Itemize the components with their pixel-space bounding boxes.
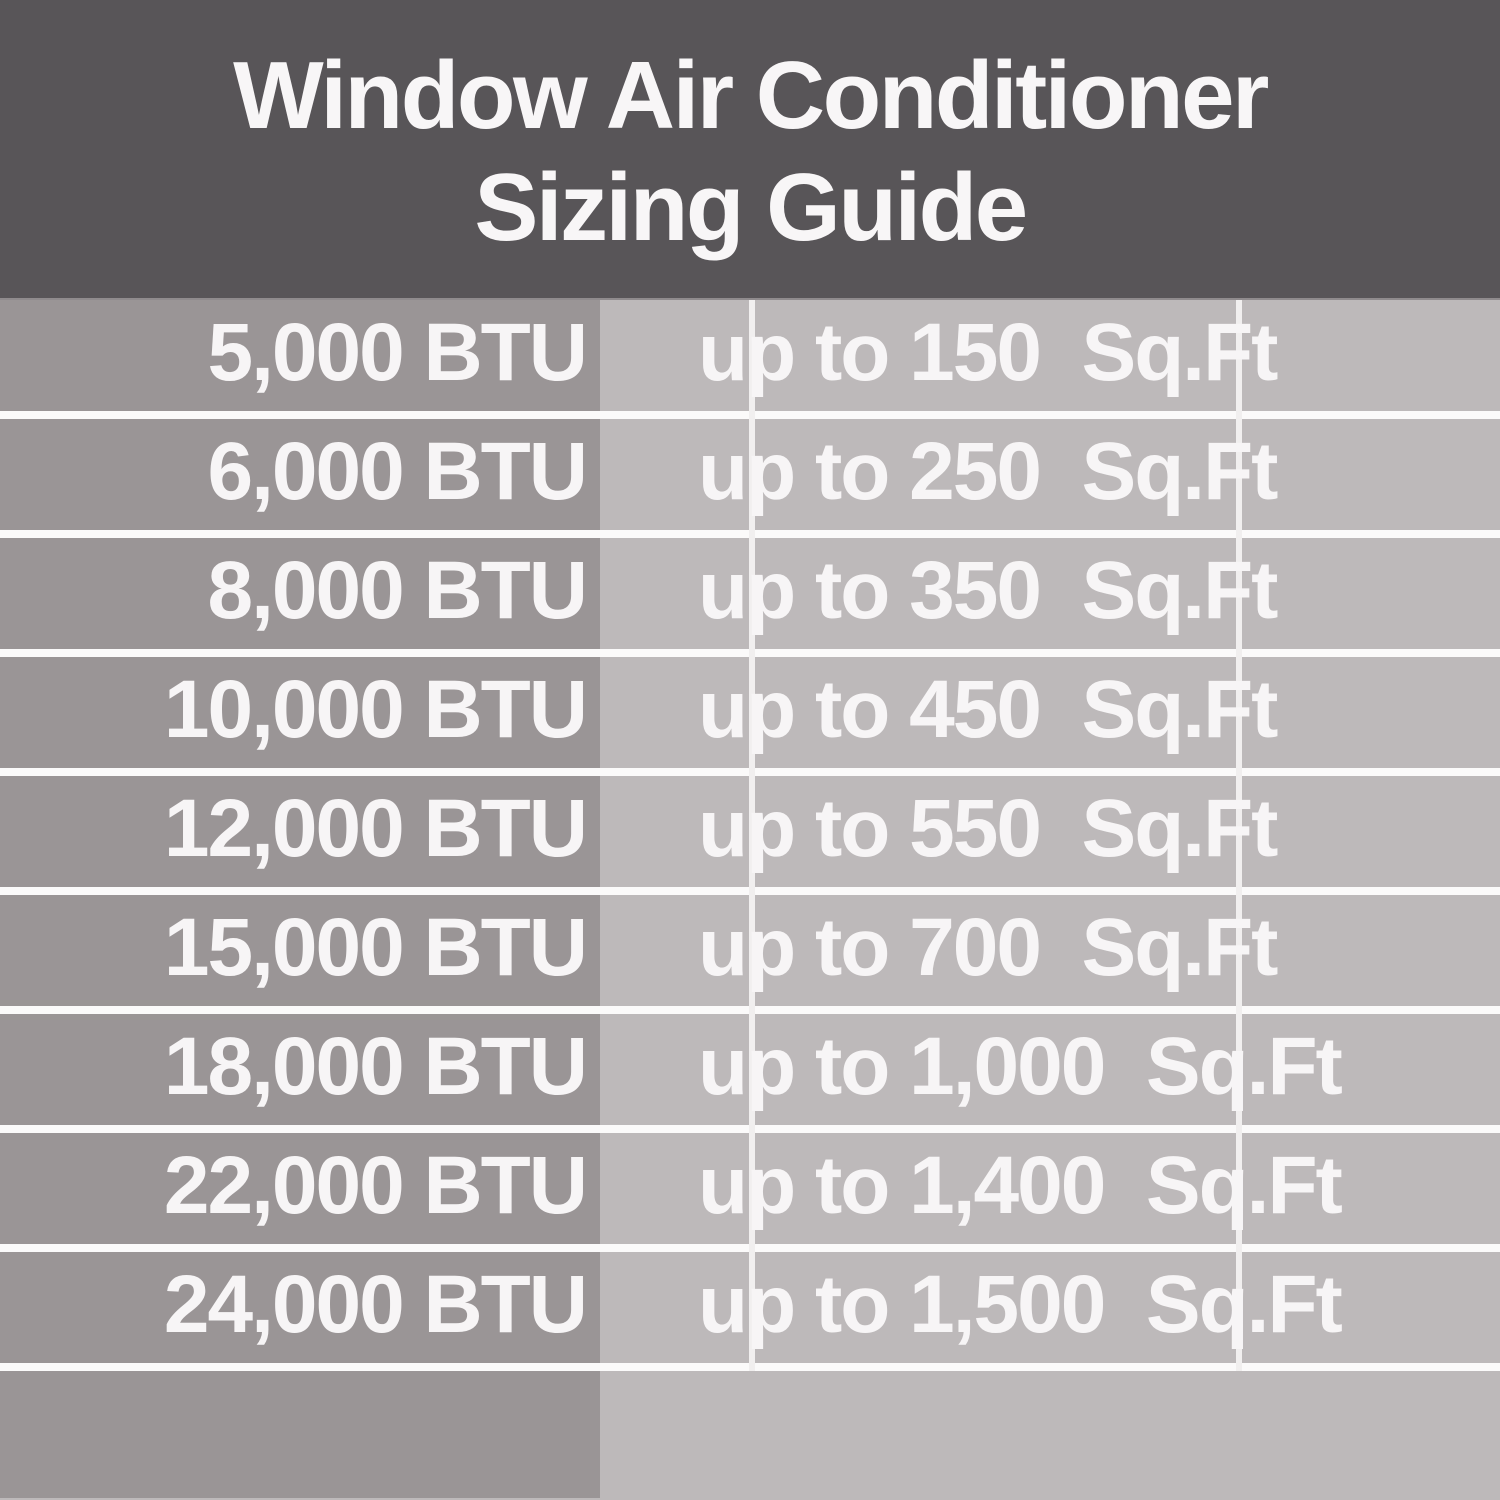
- btu-cell: [0, 1133, 600, 1244]
- area-value: up to 350 Sq.Ft: [698, 544, 1277, 636]
- btu-cell: [0, 300, 600, 411]
- btu-cell: [0, 895, 600, 1006]
- area-value: up to 1,000 Sq.Ft: [698, 1020, 1341, 1112]
- btu-value: 8,000 BTU: [207, 544, 586, 636]
- btu-cell: [0, 657, 600, 768]
- area-value: up to 150 Sq.Ft: [698, 306, 1277, 398]
- area-cell: [600, 895, 1500, 1006]
- area-cell: [600, 1133, 1500, 1244]
- header: [0, 0, 1500, 300]
- btu-value: 24,000 BTU: [163, 1258, 586, 1350]
- area-value: up to 1,400 Sq.Ft: [698, 1139, 1341, 1231]
- page-title-line-1: Window Air Conditioner: [233, 42, 1267, 149]
- area-cell: [600, 300, 1500, 411]
- area-cell: [600, 657, 1500, 768]
- sizing-table: [0, 300, 1500, 1371]
- btu-cell: [0, 1014, 600, 1125]
- footer-band: [0, 1371, 1500, 1498]
- btu-value: 12,000 BTU: [163, 782, 586, 874]
- btu-cell: [0, 776, 600, 887]
- area-value: up to 450 Sq.Ft: [698, 663, 1277, 755]
- btu-value: 10,000 BTU: [163, 663, 586, 755]
- btu-value: 22,000 BTU: [163, 1139, 586, 1231]
- btu-value: 6,000 BTU: [207, 425, 586, 517]
- area-cell: [600, 419, 1500, 530]
- page-title-line-2: Sizing Guide: [474, 154, 1026, 261]
- area-value: up to 250 Sq.Ft: [698, 425, 1277, 517]
- area-value: up to 700 Sq.Ft: [698, 901, 1277, 993]
- area-cell: [600, 1014, 1500, 1125]
- btu-cell: [0, 1252, 600, 1363]
- footer-left-cell: [0, 1371, 600, 1498]
- area-cell: [600, 776, 1500, 887]
- area-value: up to 1,500 Sq.Ft: [698, 1258, 1341, 1350]
- btu-value: 18,000 BTU: [163, 1020, 586, 1112]
- btu-cell: [0, 538, 600, 649]
- area-value: up to 550 Sq.Ft: [698, 782, 1277, 874]
- btu-value: 15,000 BTU: [163, 901, 586, 993]
- area-cell: [600, 1252, 1500, 1363]
- btu-value: 5,000 BTU: [207, 306, 586, 398]
- btu-cell: [0, 419, 600, 530]
- area-cell: [600, 538, 1500, 649]
- footer-right-cell: [600, 1371, 1500, 1498]
